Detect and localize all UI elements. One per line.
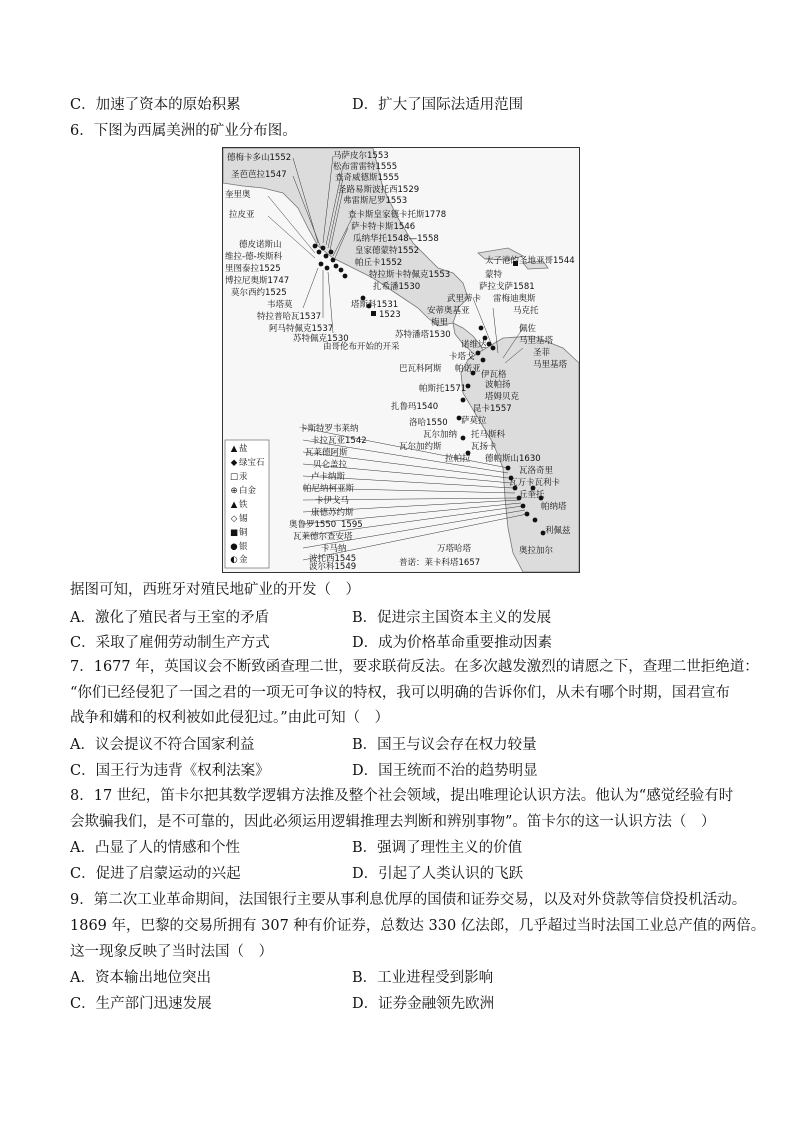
map-label: 1523: [379, 310, 401, 320]
map-label: 马里基塔: [533, 360, 568, 370]
half-circle-icon: ◐: [230, 555, 238, 565]
map-label: 卡斯特罗韦莱纳: [299, 424, 359, 434]
q7-option-d[interactable]: D．国王统而不治的趋势明显: [352, 763, 538, 779]
q7-stem-line3: 战争和媾和的权利被如此侵犯过。”由此可知（ ）: [70, 710, 390, 726]
q7-option-c[interactable]: C．国王行为违背《权利法案》: [70, 763, 270, 779]
map-label: 查奇威德斯1555: [335, 173, 400, 183]
map-label: 博拉尼奥斯1747: [225, 276, 290, 286]
legend-label: 盐: [239, 444, 248, 454]
map-label: 安蒂奥基亚: [427, 306, 470, 316]
q6-question: 据图可知，西班牙对殖民地矿业的开发（ ）: [70, 582, 360, 598]
map-label: 卡伊戈马: [315, 496, 350, 506]
map-label: 武里蒂卡: [447, 294, 482, 304]
q9-option-d[interactable]: D．证券金融领先欧洲: [352, 996, 495, 1012]
map-label: 康德苏约斯: [311, 508, 354, 518]
map-label: 丘奎托: [519, 490, 545, 500]
triangle-icon: ▲: [230, 500, 238, 510]
legend-label: 绿宝石: [239, 458, 265, 468]
map-label: 奥拉加尔: [519, 546, 554, 556]
map-label: 瓦万卡瓦利卡: [509, 478, 561, 488]
map-label: 圣路易斯波托西1529: [338, 185, 420, 195]
diamond-outline-icon: ◇: [230, 514, 238, 524]
legend-label: 银: [239, 542, 248, 552]
map-label: 佩佐: [519, 324, 537, 334]
map-label: 巴瓦科阿斯: [399, 364, 442, 374]
legend-item-gold: [229, 555, 248, 565]
map-label: 德帕斯山1630: [485, 454, 541, 464]
q7-stem-line1: 7．1677 年，英国议会不断致函查理二世，要求联荷反法。在多次越发激烈的请愿之下，查理二世拒绝道：: [70, 659, 759, 675]
map-label: 弗雷斯尼罗1553: [343, 196, 408, 206]
map-label: 松布雷雷特1555: [333, 162, 398, 172]
map-label: 特拉斯卡特佩克1553: [369, 270, 451, 280]
map-label: 马里基塔: [519, 336, 554, 346]
map-label: 雷梅迪奥斯: [493, 294, 536, 304]
map-label: 扎鲁玛1540: [391, 402, 439, 412]
q9-stem-line3: 这一现象反映了当时法国（ ）: [70, 944, 273, 960]
map-label: 马萨皮尔1553: [333, 151, 389, 161]
legend-item-iron: [229, 500, 248, 510]
q8-option-d[interactable]: D．引起了人类认识的飞跃: [352, 866, 524, 882]
map-label: 卡马纳: [321, 544, 347, 554]
map-label: 帕诺亚: [455, 364, 481, 374]
map-label: 德梅卡多山1552: [227, 153, 292, 163]
map-label: 圣芭芭拉1547: [231, 170, 287, 180]
q7-stem-line2: “你们已经侵犯了一国之君的一项无可争议的特权，我可以明确的告诉你们，从未有哪个时期，国君宣布: [70, 685, 730, 701]
prev-option-d: D．扩大了国际法适用范围: [352, 97, 524, 113]
map-label: 由哥伦布开始的开采: [323, 342, 400, 352]
map-label: 洛哈1550: [409, 418, 448, 428]
map-label: 萨拉戈萨1581: [479, 282, 535, 292]
map-label: 拉帕拉: [445, 454, 471, 464]
map-label: 里图泰拉1525: [225, 264, 281, 274]
map-label: 莫尔西约1525: [231, 288, 287, 298]
map-label: 帕纳塔: [541, 502, 567, 512]
map-label: 瓦尔加约斯: [399, 442, 442, 452]
q9-stem-line2: 1869 年，巴黎的交易所拥有 307 种有价证券，总数达 330 亿法郎，几乎超过当时法国工业总产值的两倍。: [70, 918, 766, 934]
legend-label: 金: [239, 555, 248, 565]
q8-option-c[interactable]: C．促进了启蒙运动的兴起: [70, 866, 241, 882]
map-label: 万塔哈塔: [437, 544, 472, 554]
q8-stem-line1: 8．17 世纪，笛卡尔把其数学逻辑方法推及整个社会领域，提出唯理论认识方法。他认为“感觉经验有时: [70, 788, 734, 804]
map-label: 瓦尔加纳: [423, 430, 458, 440]
map-label: 查卡斯皇家德卡托斯1778: [348, 210, 447, 220]
q6-option-c[interactable]: C．采取了雇佣劳动制生产方式: [70, 635, 270, 651]
legend-label: 白金: [239, 486, 257, 496]
triangle-icon: ▲: [230, 444, 238, 454]
legend-item-mercury: [229, 472, 248, 482]
q9-option-b[interactable]: B．工业进程受到影响: [352, 970, 494, 986]
circle-filled-icon: ●: [230, 542, 238, 552]
q9-option-a[interactable]: A．资本输出地位突出: [70, 970, 211, 986]
q6-option-b[interactable]: B．促进宗主国资本主义的发展: [352, 610, 552, 626]
map-label: 卡塔戈: [449, 352, 475, 362]
map-label: 普诺：莱卡科塔1657: [399, 558, 481, 568]
map-label: 帕尼纳柯亚斯: [303, 484, 355, 494]
diamond-icon: ◆: [230, 458, 238, 468]
map-label: 奎里奥: [225, 190, 251, 200]
map-label: 马克托: [513, 306, 539, 316]
legend-item-platinum: [229, 486, 256, 496]
map-label: 波帕扬: [485, 380, 511, 390]
map-label: 1595: [341, 520, 363, 530]
mining-map-figure: [222, 147, 580, 573]
map-label: 诺维达: [461, 340, 487, 350]
q7-option-a[interactable]: A．议会提议不符合国家利益: [70, 737, 255, 753]
circle-plus-icon: ⊕: [230, 486, 238, 496]
q8-stem-line2: 会欺骗我们，是不可靠的，因此必须运用逻辑推理去判断和辨别事物”。笛卡尔的这一认识方法（ ）: [70, 814, 716, 830]
legend-item-silver: [229, 542, 248, 552]
legend-item-tin: [229, 514, 248, 524]
map-label: 德皮诺斯山: [239, 240, 282, 250]
map-label: 苏特佩克1530: [293, 334, 349, 344]
map-label: 瓦莱德尔查安塔: [293, 532, 353, 542]
q8-option-b[interactable]: B．强调了理性主义的价值: [352, 840, 523, 856]
map-label: 韦塔莫: [267, 300, 293, 310]
q6-stem: 6．下图为西属美洲的矿业分布图。: [70, 123, 297, 139]
map-label: 阿马特佩克1537: [269, 324, 334, 334]
map-label: 苏特潘塔1530: [395, 330, 451, 340]
legend-label: 锡: [239, 514, 248, 524]
legend-label: 汞: [239, 472, 248, 482]
map-label: 塔斯科1531: [351, 300, 399, 310]
map-label: 伊瓦格: [481, 370, 507, 380]
map-label: 托马斯科: [471, 430, 506, 440]
map-label: 利佩兹: [545, 526, 571, 536]
map-label: 瓦洛奇里: [519, 466, 554, 476]
map-label: 塔姆贝克: [485, 392, 520, 402]
map-label: 萨卡特卡斯1546: [351, 222, 416, 232]
map-label: 昆卡1557: [473, 404, 512, 414]
map-label: 帕丘卡1552: [355, 258, 403, 268]
q6-option-d[interactable]: D．成为价格革命重要推动因素: [352, 635, 553, 651]
legend-item-copper: [229, 528, 248, 538]
map-label: 波尔科1549: [309, 562, 357, 572]
prev-option-c: C．加速了资本的原始积累: [70, 97, 241, 113]
map-label: 拉皮亚: [229, 210, 255, 220]
map-label: 梅里: [431, 318, 449, 328]
map-label: 皇家德蒙特1552: [355, 246, 420, 256]
map-label: 扎希潘1530: [373, 282, 421, 292]
map-label: 波托西1545: [309, 554, 357, 564]
map-label: 瓦莱德阿斯: [305, 448, 348, 458]
q8-option-a[interactable]: A．凸显了人的情感和个性: [70, 840, 240, 856]
map-label: 萨莫拉: [461, 416, 487, 426]
map-label: 瓜纳华托1548—1558: [353, 234, 439, 244]
q9-option-c[interactable]: C．生产部门迅速发展: [70, 996, 212, 1012]
map-label: 帕斯托1571: [419, 384, 467, 394]
legend-label: 铁: [239, 500, 248, 510]
map-label: 奥鲁罗1550: [289, 520, 337, 530]
map-label: 太子港的圣地亚哥1544: [485, 256, 575, 266]
square-outline-icon: □: [229, 472, 239, 482]
map-label: 瓦扬卡: [471, 442, 497, 452]
q6-option-a[interactable]: A．激化了殖民者与王室的矛盾: [70, 610, 269, 626]
map-label: 贝仑盖拉: [313, 460, 348, 470]
map-label: 圣菲: [533, 348, 551, 358]
map-label: 特拉普哈瓦1537: [257, 312, 322, 322]
map-label: 维拉-德-埃斯科: [225, 252, 283, 262]
map-label: 蒙特: [485, 270, 503, 280]
map-label: 卢卡纳斯: [311, 472, 346, 482]
legend-item-emerald: [229, 458, 265, 468]
q7-option-b[interactable]: B．国王与议会存在权力较量: [352, 737, 537, 753]
legend-item-salt: [229, 444, 248, 454]
square-filled-icon: ■: [229, 528, 239, 538]
legend-label: 铜: [239, 528, 248, 538]
map-label: 卡拉瓦亚1542: [311, 436, 367, 446]
q9-stem-line1: 9．第二次工业革命期间，法国银行主要从事利息优厚的国债和证券交易，以及对外贷款等信贷投机活动。: [70, 892, 747, 908]
